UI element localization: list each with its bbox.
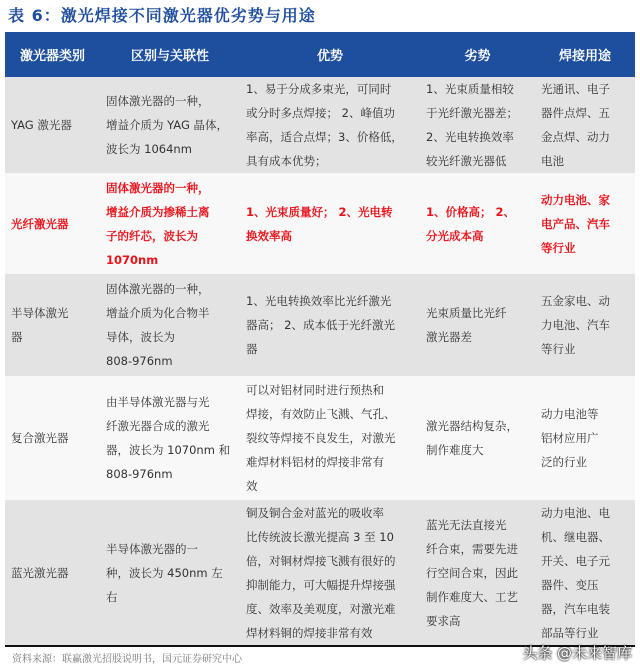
cell-relation: 由半导体激光器与光 纤激光器合成的激光 器，波长为 1070nm 和 808-976nm [100, 376, 240, 500]
cell-pros: 1、易于分成多束光，可同时 或分时多点焊接； 2、峰值功 率高，适合点焊；3、价格低， 具有成本优势； [240, 77, 420, 173]
cell-cons: 蓝光无法直接光 纤合束，需要先进 行空间合束，因此 制作难度大、工艺 要求高 [420, 500, 535, 646]
cell-type: 光纤激光器 [5, 173, 100, 274]
cell-relation: 固体激光器的一种， 增益介质为 YAG 晶体， 波长为 1064nm [100, 77, 240, 173]
cell-uses: 动力电池、家 电产品、汽车 等行业 [535, 173, 635, 274]
cell-pros: 1、光束质量好； 2、光电转 换效率高 [240, 173, 420, 274]
header-uses: 焊接用途 [535, 32, 635, 77]
cell-cons: 激光器结构复杂， 制作难度大 [420, 376, 535, 500]
cell-type: YAG 激光器 [5, 77, 100, 173]
laser-comparison-table [5, 32, 635, 647]
watermark: 头条 @未来智库 [522, 644, 632, 662]
table-row [5, 173, 635, 274]
table-row [5, 274, 635, 376]
cell-type: 半导体激光 器 [5, 274, 100, 376]
header-row [5, 32, 635, 77]
table-row [5, 77, 635, 173]
cell-pros: 1、光电转换效率比光纤激光 器高； 2、成本低于光纤激光 器 [240, 274, 420, 376]
header-relation: 区别与关联性 [100, 32, 240, 77]
cell-relation: 固体激光器的一种， 增益介质为掺稀土离 子的纤芯，波长为 1070nm [100, 173, 240, 274]
header-type: 激光器类别 [5, 32, 100, 77]
cell-type: 复合激光器 [5, 376, 100, 500]
cell-uses: 光通讯、电子 器件点焊、五 金点焊、动力 电池 [535, 77, 635, 173]
cell-uses: 五金家电、动 力电池、汽车 等行业 [535, 274, 635, 376]
cell-relation: 固体激光器的一种， 增益介质为化合物半 导体，波长为 808-976nm [100, 274, 240, 376]
cell-type: 蓝光激光器 [5, 500, 100, 646]
cell-cons: 光束质量比光纤 激光器差 [420, 274, 535, 376]
header-pros: 优势 [240, 32, 420, 77]
table-row [5, 376, 635, 500]
table-row [5, 500, 635, 646]
source-note: 资料来源：联赢激光招股说明书，国元证券研究中心 [12, 654, 242, 665]
cell-uses: 动力电池、电 机、继电器、 开关、电子元 器件、变压 器，汽车电装 部品等行业 [535, 500, 635, 646]
header-cons: 劣势 [420, 32, 535, 77]
cell-relation: 半导体激光器的一 种，波长为 450nm 左 右 [100, 500, 240, 646]
cell-pros: 铜及铜合金对蓝光的吸收率 比传统波长激光提高 3 至 10 倍，对铜材焊接飞溅有很好的 抑制能力，可大幅提升焊接强 度、效率及美观度，对激光难 焊材料铜的焊接非常有效 [240, 500, 420, 646]
cell-cons: 1、价格高； 2、 分光成本高 [420, 173, 535, 274]
cell-uses: 动力电池等 铝材应用广 泛的行业 [535, 376, 635, 500]
cell-pros: 可以对铝材同时进行预热和 焊接，有效防止飞溅、气孔、 裂纹等焊接不良发生，对激光 难焊材料铝材的焊接非常有 效 [240, 376, 420, 500]
table-title: 表 6：激光焊接不同激光器优劣势与用途 [8, 6, 316, 25]
cell-cons: 1、光束质量相较 于光纤激光器差； 2、光电转换效率 较光纤激光器低 [420, 77, 535, 173]
